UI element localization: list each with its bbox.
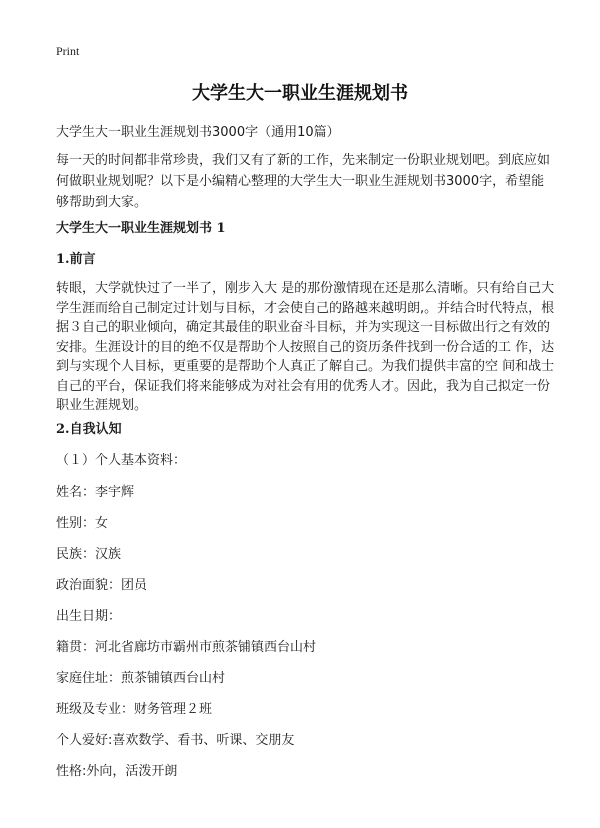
document-title: 大学生大一职业生涯规划书: [192, 83, 408, 104]
intro-paragraph: 每一天的时间都非常珍贵，我们又有了新的工作，先来制定一份职业规划吧。到底应如何做职业规划呢？以下是小编精心整理的大学生大一职业生涯规划书3000字，希望能够帮助到大家。: [56, 153, 551, 210]
section-heading: 大学生大一职业生涯规划书 1: [56, 221, 226, 236]
field-address: 家庭住址：煎茶铺镇西台山村: [56, 671, 226, 686]
field-name: 姓名：李宇辉: [56, 485, 135, 500]
field-personality: 性格:外向，活泼开朗: [56, 764, 178, 779]
field-hobbies: 个人爱好:喜欢数学、看书、听课、交朋友: [56, 733, 295, 748]
field-political-status: 政治面貌：团员: [56, 578, 148, 593]
document-subtitle: 大学生大一职业生涯规划书3000字（通用10篇）: [56, 125, 340, 140]
field-ethnicity: 民族：汉族: [56, 547, 122, 562]
field-class-major: 班级及专业：财务管理２班: [56, 702, 213, 717]
print-link[interactable]: Print: [56, 44, 80, 58]
preface-paragraph: 转眼，大学就快过了一半了，刚步入大 是的那份激情现在还是那么清晰。只有给自己大学生涯而给自己制定过计划与目标，才会使自己的路越来越明朗,。并结合时代特点，根据３自己的职业倾向，确定其最佳的职业奋斗目标，并为实现这一目标做出行之有效的安排。生涯设计的目的绝不仅是帮助个人按照自己的资历条件找到一份合适的工 作，达到与实现个人目标，更重要的是帮助个人真正了解自己。为我们提供丰富的空 间和战士自己的平台，保证我们将来能够成为对社会有用的优秀人才。因此，我为自己拟定一份 职业生涯规划。: [56, 281, 555, 413]
self-awareness-heading: 2.自我认知: [56, 422, 122, 437]
field-native-place: 籍贯：河北省廊坊市霸州市煎茶铺镇西台山村: [56, 640, 317, 655]
basic-info-label: （１）个人基本资料：: [56, 453, 187, 468]
field-birth-date: 出生日期：: [56, 609, 122, 624]
field-gender: 性别：女: [56, 516, 109, 531]
preface-heading: 1.前言: [56, 252, 96, 267]
